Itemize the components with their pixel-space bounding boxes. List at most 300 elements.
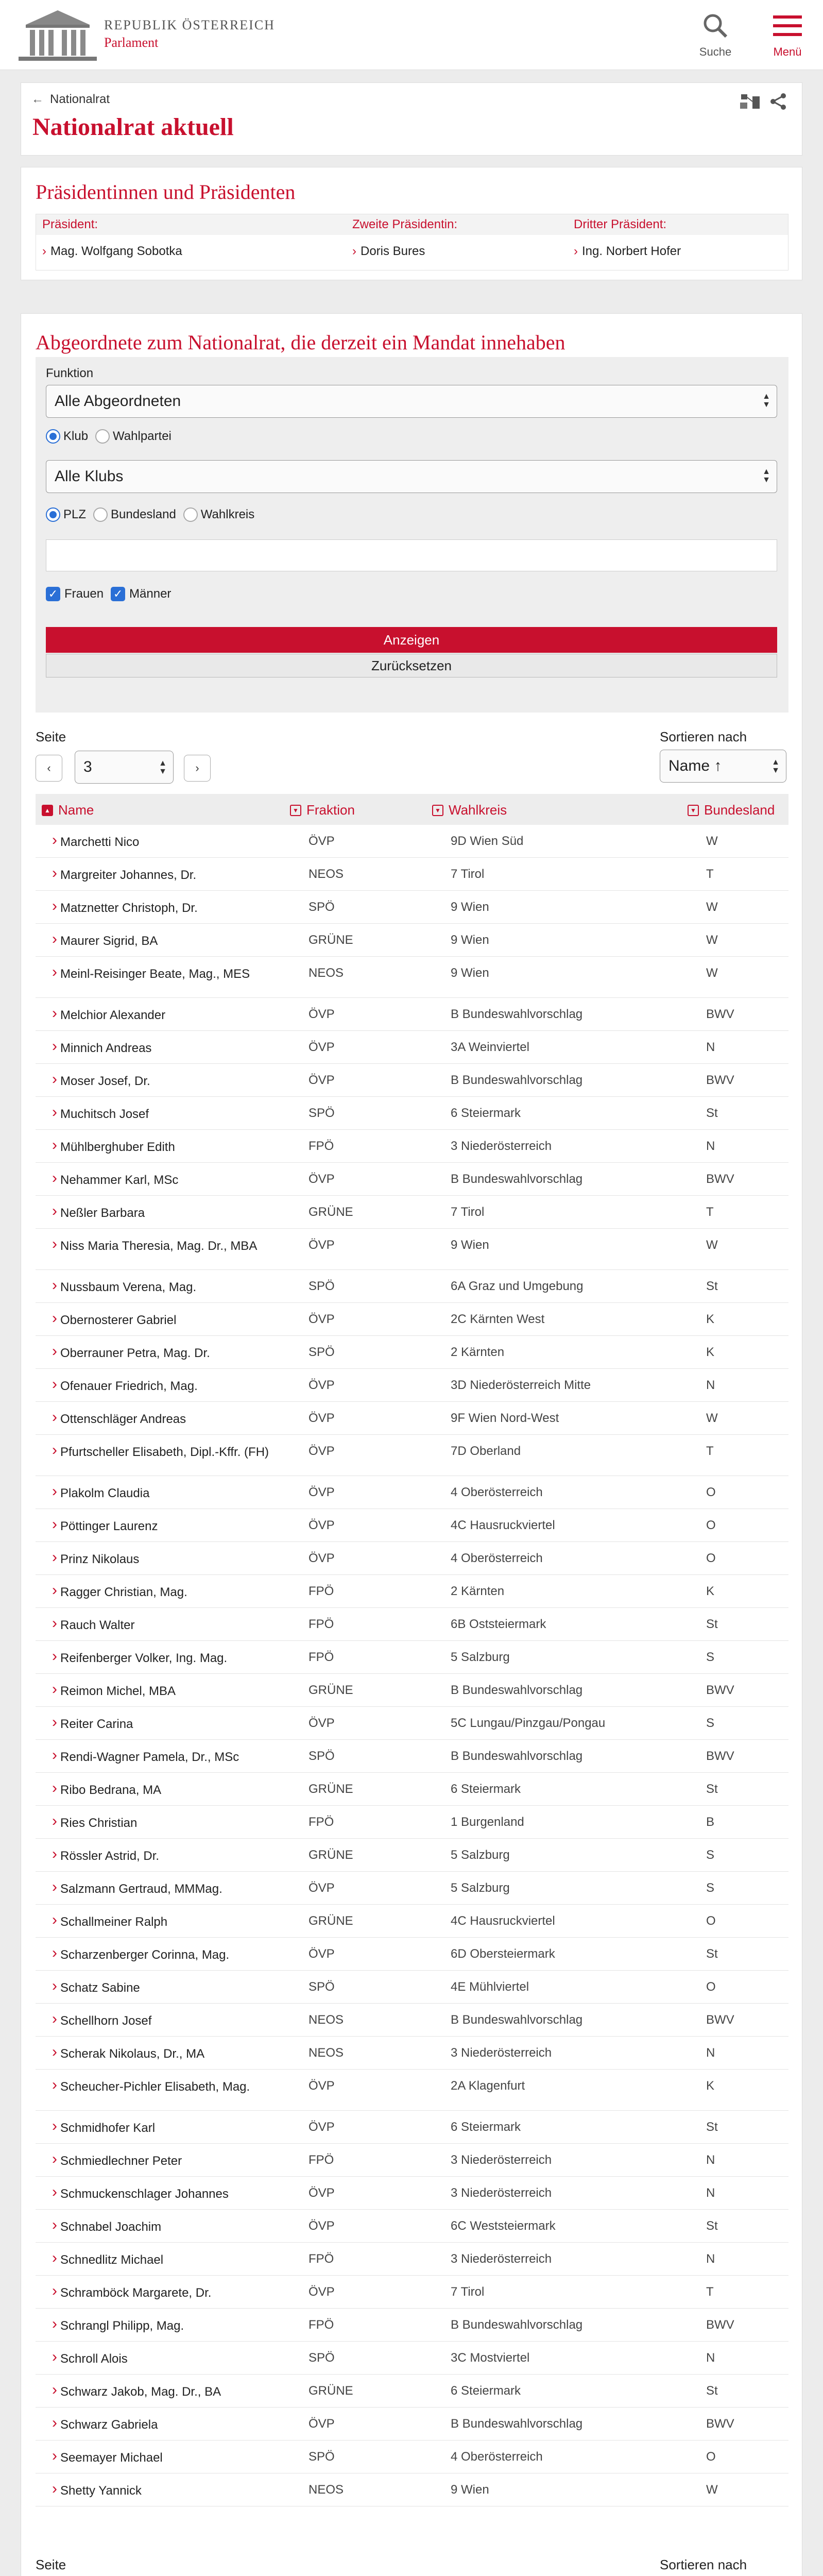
member-fraktion: SPÖ	[308, 1980, 335, 1994]
table-row[interactable]	[36, 1608, 788, 1641]
table-row[interactable]	[36, 2210, 788, 2243]
table-row[interactable]	[36, 858, 788, 891]
member-name[interactable]: › Schmuckenschlager Johannes	[60, 2186, 287, 2202]
member-name[interactable]: › Ries Christian	[60, 1815, 287, 1832]
member-name[interactable]: › Schmiedlechner Peter	[60, 2153, 287, 2170]
logo-subtitle: Parlament	[104, 35, 159, 50]
member-wahlkreis: 3A Weinviertel	[451, 1040, 529, 1054]
member-name[interactable]: › Mühlberghuber Edith	[60, 1139, 287, 1156]
member-wahlkreis: 6 Steiermark	[451, 2384, 521, 2398]
member-fraktion: ÖVP	[308, 834, 335, 848]
funktion-label: Funktion	[46, 366, 94, 380]
table-row[interactable]	[36, 1303, 788, 1336]
member-bundesland: BWV	[706, 2013, 734, 2027]
header-wahlkreis: Wahlkreis	[449, 802, 507, 818]
member-bundesland: BWV	[706, 2318, 734, 2332]
member-fraktion: FPÖ	[308, 2252, 334, 2266]
page-label: Seite	[36, 729, 66, 744]
member-bundesland: St	[706, 1279, 718, 1293]
president-link[interactable]: › Mag. Wolfgang Sobotka	[42, 244, 182, 258]
select-arrows-icon: ▲ ▼	[762, 467, 770, 484]
table-row[interactable]	[36, 1509, 788, 1542]
member-fraktion: SPÖ	[308, 1749, 335, 1763]
klub-select-value: Alle Klubs	[55, 468, 124, 485]
member-name[interactable]: › Schallmeiner Ralph	[60, 1914, 287, 1930]
table-row[interactable]	[36, 825, 788, 858]
member-wahlkreis: 3 Niederösterreich	[451, 2153, 552, 2167]
member-bundesland: N	[706, 1040, 715, 1054]
member-fraktion: GRÜNE	[308, 2384, 353, 2398]
member-bundesland: St	[706, 2219, 718, 2233]
table-row[interactable]	[36, 1707, 788, 1740]
wahlpartei-radio[interactable]: Wahlpartei	[95, 429, 172, 444]
filter-panel	[36, 357, 788, 713]
member-fraktion: ÖVP	[308, 1947, 335, 1961]
member-name[interactable]: › Minnich Andreas	[60, 1040, 287, 1057]
table-row[interactable]	[36, 1435, 788, 1476]
frauen-checkbox[interactable]: ✓	[46, 587, 60, 601]
header-bundesland: Bundesland	[704, 802, 775, 818]
member-wahlkreis: 1 Burgenland	[451, 1815, 524, 1829]
site-header	[0, 0, 823, 70]
table-row[interactable]	[36, 1872, 788, 1905]
page-label-bottom: Seite	[36, 2557, 66, 2572]
parliament-building-icon	[19, 7, 97, 61]
member-wahlkreis: 4 Oberösterreich	[451, 1551, 543, 1565]
logo-title: REPUBLIK ÖSTERREICH	[104, 18, 275, 32]
member-bundesland: BWV	[706, 1172, 734, 1186]
table-row[interactable]	[36, 1402, 788, 1435]
member-bundesland: T	[706, 867, 714, 881]
member-fraktion: NEOS	[308, 2046, 344, 2060]
member-bundesland: BWV	[706, 2417, 734, 2431]
member-bundesland: O	[706, 1914, 716, 1928]
member-fraktion: SPÖ	[308, 900, 335, 914]
next-page-button[interactable]	[184, 755, 211, 782]
member-name[interactable]: › Scherak Nikolaus, Dr., MA	[60, 2046, 287, 2062]
table-row[interactable]	[36, 1229, 788, 1270]
anzeigen-button[interactable]: Anzeigen	[46, 627, 777, 653]
region-radio-group	[46, 507, 262, 522]
member-name[interactable]: › Marchetti Nico	[60, 834, 287, 851]
member-fraktion: ÖVP	[308, 1040, 335, 1054]
member-name[interactable]: › Reifenberger Volker, Ing. Mag.	[60, 1650, 287, 1667]
sort-icon: ▼	[688, 805, 699, 816]
search-icon	[702, 12, 729, 39]
sort-label-bottom: Sortieren nach	[660, 2557, 747, 2572]
klub-select[interactable]	[46, 460, 777, 493]
member-name[interactable]: › Scheucher-Pichler Elisabeth, Mag.	[60, 2079, 287, 2095]
select-arrows-icon: ▲ ▼	[771, 758, 780, 775]
member-wahlkreis: 6A Graz und Umgebung	[451, 1279, 584, 1293]
second-president-link[interactable]: › Doris Bures	[352, 244, 425, 258]
table-row[interactable]	[36, 1575, 788, 1608]
member-fraktion: SPÖ	[308, 2351, 335, 2365]
search-label: Suche	[699, 45, 732, 58]
plz-input[interactable]	[46, 539, 777, 571]
member-bundesland: O	[706, 1980, 716, 1994]
table-row[interactable]	[36, 1674, 788, 1707]
funktion-select[interactable]	[46, 385, 777, 418]
member-fraktion: ÖVP	[308, 1551, 335, 1565]
frauen-label: Frauen	[64, 587, 104, 601]
member-fraktion: ÖVP	[308, 1312, 335, 1326]
members-card	[21, 313, 802, 2576]
funktion-select-value: Alle Abgeordneten	[55, 393, 181, 410]
member-fraktion: GRÜNE	[308, 1205, 353, 1219]
table-row[interactable]	[36, 1641, 788, 1674]
table-row[interactable]	[36, 998, 788, 1031]
member-bundesland: N	[706, 1378, 715, 1392]
table-row[interactable]	[36, 2243, 788, 2276]
member-fraktion: ÖVP	[308, 2417, 335, 2431]
member-name[interactable]: › Pöttinger Laurenz	[60, 1518, 287, 1535]
plz-radio[interactable]: PLZ	[46, 507, 86, 522]
table-row[interactable]	[36, 1839, 788, 1872]
table-row[interactable]	[36, 891, 788, 924]
back-arrow-icon: ←	[31, 92, 44, 106]
member-name[interactable]: › Schellhorn Josef	[60, 2013, 287, 2029]
table-row[interactable]	[36, 1971, 788, 2004]
member-bundesland: O	[706, 1518, 716, 1532]
prev-page-button[interactable]	[36, 755, 62, 782]
member-bundesland: S	[706, 1650, 715, 1664]
member-name[interactable]: › Maurer Sigrid, BA	[60, 933, 287, 950]
table-row[interactable]	[36, 2037, 788, 2070]
member-fraktion: ÖVP	[308, 2285, 335, 2299]
member-fraktion: FPÖ	[308, 2153, 334, 2167]
member-wahlkreis: 7D Oberland	[451, 1444, 521, 1458]
member-bundesland: T	[706, 2285, 714, 2299]
member-fraktion: ÖVP	[308, 1485, 335, 1499]
menu-button[interactable]	[764, 12, 811, 59]
member-name[interactable]: › Obernosterer Gabriel	[60, 1312, 287, 1329]
page-select[interactable]	[75, 751, 174, 784]
member-name[interactable]: › Schroll Alois	[60, 2351, 287, 2367]
table-body	[36, 825, 788, 2506]
member-wahlkreis: 2A Klagenfurt	[451, 2079, 525, 2093]
third-president-link[interactable]: › Ing. Norbert Hofer	[574, 244, 681, 258]
sort-label: Sortieren nach	[660, 729, 747, 744]
member-fraktion: SPÖ	[308, 1106, 335, 1120]
hamburger-menu-icon	[772, 12, 803, 39]
member-bundesland: W	[706, 1411, 718, 1425]
member-fraktion: ÖVP	[308, 1378, 335, 1392]
wahlkreis-radio[interactable]: Wahlkreis	[183, 507, 254, 522]
member-name[interactable]: › Salzmann Gertraud, MMMag.	[60, 1881, 287, 1897]
table-row[interactable]	[36, 1196, 788, 1229]
table-row[interactable]	[36, 957, 788, 998]
table-row[interactable]	[36, 1542, 788, 1575]
member-bundesland: T	[706, 1205, 714, 1219]
member-wahlkreis: B Bundeswahlvorschlag	[451, 1683, 583, 1697]
member-wahlkreis: 7 Tirol	[451, 867, 485, 881]
table-row[interactable]	[36, 2276, 788, 2309]
chevron-left-icon: ‹	[47, 761, 51, 774]
breadcrumb-link[interactable]: Nationalrat	[50, 92, 110, 106]
member-wahlkreis: 4C Hausruckviertel	[451, 1914, 555, 1928]
member-name[interactable]: › Oberrauner Petra, Mag. Dr.	[60, 1345, 287, 1362]
member-name[interactable]: › Schwarz Gabriela	[60, 2417, 287, 2433]
member-wahlkreis: 6D Obersteiermark	[451, 1947, 555, 1961]
table-row[interactable]	[36, 1905, 788, 1938]
member-wahlkreis: 3 Niederösterreich	[451, 2046, 552, 2060]
member-bundesland: St	[706, 2120, 718, 2134]
table-row[interactable]	[36, 1773, 788, 1806]
member-wahlkreis: 9F Wien Nord-West	[451, 1411, 559, 1425]
page-select-value: 3	[83, 758, 92, 775]
presidents-table	[36, 214, 788, 270]
maenner-checkbox[interactable]: ✓	[111, 587, 125, 601]
member-wahlkreis: 6 Steiermark	[451, 2120, 521, 2134]
member-wahlkreis: B Bundeswahlvorschlag	[451, 1073, 583, 1087]
table-row[interactable]	[36, 1031, 788, 1064]
member-name[interactable]: › Neßler Barbara	[60, 1205, 287, 1222]
member-fraktion: ÖVP	[308, 2219, 335, 2233]
table-header	[36, 794, 788, 825]
member-fraktion: ÖVP	[308, 2120, 335, 2134]
table-row[interactable]	[36, 2473, 788, 2506]
member-fraktion: NEOS	[308, 2483, 344, 2497]
sort-wahlkreis[interactable]	[432, 802, 507, 818]
member-bundesland: W	[706, 834, 718, 848]
member-wahlkreis: B Bundeswahlvorschlag	[451, 2318, 583, 2332]
member-name[interactable]: › Schnabel Joachim	[60, 2219, 287, 2235]
member-fraktion: FPÖ	[308, 2318, 334, 2332]
member-wahlkreis: B Bundeswahlvorschlag	[451, 1007, 583, 1021]
member-bundesland: N	[706, 1139, 715, 1153]
member-name[interactable]: › Ribo Bedrana, MA	[60, 1782, 287, 1799]
member-bundesland: W	[706, 966, 718, 980]
member-wahlkreis: 3 Niederösterreich	[451, 1139, 552, 1153]
members-heading: Abgeordnete zum Nationalrat, die derzeit ein Mandat innehaben	[36, 331, 565, 354]
sort-name[interactable]	[42, 802, 94, 818]
member-name[interactable]: › Ottenschläger Andreas	[60, 1411, 287, 1428]
member-bundesland: S	[706, 1881, 715, 1895]
table-row[interactable]	[36, 1806, 788, 1839]
table-row[interactable]	[36, 1163, 788, 1196]
parliament-logo[interactable]	[19, 7, 275, 61]
member-fraktion: ÖVP	[308, 1716, 335, 1730]
second-president-label: Zweite Präsidentin:	[352, 217, 458, 231]
table-row[interactable]	[36, 1369, 788, 1402]
member-name[interactable]: › Niss Maria Theresia, Mag. Dr., MBA	[60, 1238, 287, 1255]
member-fraktion: ÖVP	[308, 1518, 335, 1532]
member-wahlkreis: B Bundeswahlvorschlag	[451, 2013, 583, 2027]
member-wahlkreis: 3 Niederösterreich	[451, 2186, 552, 2200]
table-row[interactable]	[36, 2441, 788, 2473]
member-fraktion: ÖVP	[308, 1411, 335, 1425]
member-name[interactable]: › Moser Josef, Dr.	[60, 1073, 287, 1090]
sort-select[interactable]	[660, 750, 786, 783]
sort-select-value: Name ↑	[668, 757, 722, 774]
member-bundesland: BWV	[706, 1007, 734, 1021]
member-bundesland: St	[706, 1947, 718, 1961]
member-fraktion: FPÖ	[308, 1617, 334, 1631]
member-fraktion: ÖVP	[308, 1073, 335, 1087]
table-row[interactable]	[36, 2408, 788, 2441]
table-row[interactable]	[36, 2375, 788, 2408]
member-name[interactable]: › Pfurtscheller Elisabeth, Dipl.-Kffr. (FH)	[60, 1444, 287, 1461]
member-wahlkreis: 5 Salzburg	[451, 1881, 510, 1895]
member-wahlkreis: B Bundeswahlvorschlag	[451, 1749, 583, 1763]
member-bundesland: W	[706, 933, 718, 947]
bundesland-radio[interactable]: Bundesland	[93, 507, 176, 522]
third-president-name: Ing. Norbert Hofer	[582, 244, 681, 258]
member-name[interactable]: › Ofenauer Friedrich, Mag.	[60, 1378, 287, 1395]
member-name[interactable]: › Schmidhofer Karl	[60, 2120, 287, 2137]
member-fraktion: SPÖ	[308, 2450, 335, 2464]
member-fraktion: NEOS	[308, 966, 344, 980]
sort-fraktion[interactable]	[290, 802, 355, 818]
member-name[interactable]: › Matznetter Christoph, Dr.	[60, 900, 287, 917]
member-bundesland: O	[706, 1551, 716, 1565]
member-fraktion: ÖVP	[308, 1881, 335, 1895]
member-name[interactable]: › Rauch Walter	[60, 1617, 287, 1634]
member-bundesland: N	[706, 2351, 715, 2365]
member-name[interactable]: › Seemayer Michael	[60, 2450, 287, 2466]
table-row[interactable]	[36, 1064, 788, 1097]
sitemap-icon[interactable]	[739, 92, 762, 111]
member-wahlkreis: B Bundeswahlvorschlag	[451, 1172, 583, 1186]
member-name[interactable]: › Nehammer Karl, MSc	[60, 1172, 287, 1189]
member-wahlkreis: 4 Oberösterreich	[451, 2450, 543, 2464]
member-fraktion: FPÖ	[308, 1650, 334, 1664]
sort-icon: ▼	[432, 805, 443, 816]
member-fraktion: GRÜNE	[308, 1782, 353, 1796]
presidents-card	[21, 167, 802, 280]
member-fraktion: SPÖ	[308, 1279, 335, 1293]
member-name[interactable]: › Schrangl Philipp, Mag.	[60, 2318, 287, 2334]
member-bundesland: W	[706, 2483, 718, 2497]
member-bundesland: St	[706, 1782, 718, 1796]
member-name[interactable]: › Ragger Christian, Mag.	[60, 1584, 287, 1601]
table-row[interactable]	[36, 2309, 788, 2342]
member-name[interactable]: › Melchior Alexander	[60, 1007, 287, 1024]
member-wahlkreis: 6B Oststeiermark	[451, 1617, 546, 1631]
sort-bundesland[interactable]	[688, 802, 775, 818]
member-wahlkreis: 9 Wien	[451, 933, 489, 947]
member-wahlkreis: 3D Niederösterreich Mitte	[451, 1378, 591, 1392]
header-name: Name	[58, 802, 94, 818]
members-table	[36, 794, 788, 2506]
table-row[interactable]	[36, 2342, 788, 2375]
table-row[interactable]	[36, 2070, 788, 2111]
member-name[interactable]: › Schatz Sabine	[60, 1980, 287, 1996]
table-row[interactable]	[36, 2004, 788, 2037]
table-row[interactable]	[36, 1097, 788, 1130]
member-bundesland: N	[706, 2186, 715, 2200]
share-icon[interactable]	[769, 92, 787, 111]
member-fraktion: GRÜNE	[308, 1683, 353, 1697]
member-name[interactable]: › Muchitsch Josef	[60, 1106, 287, 1123]
select-arrows-icon: ▲ ▼	[159, 759, 167, 776]
member-bundesland: O	[706, 2450, 716, 2464]
member-bundesland: St	[706, 2384, 718, 2398]
member-fraktion: ÖVP	[308, 1238, 335, 1252]
member-name[interactable]: › Schwarz Jakob, Mag. Dr., BA	[60, 2384, 287, 2400]
member-bundesland: BWV	[706, 1749, 734, 1763]
member-fraktion: SPÖ	[308, 1345, 335, 1359]
table-row[interactable]	[36, 1336, 788, 1369]
klub-radio[interactable]: Klub	[46, 429, 88, 444]
member-name[interactable]: › Schnedlitz Michael	[60, 2252, 287, 2268]
member-wahlkreis: B Bundeswahlvorschlag	[451, 2417, 583, 2431]
member-name[interactable]: › Nussbaum Verena, Mag.	[60, 1279, 287, 1296]
table-row[interactable]	[36, 1938, 788, 1971]
member-name[interactable]: › Prinz Nikolaus	[60, 1551, 287, 1568]
table-row[interactable]	[36, 1130, 788, 1163]
chevron-right-icon: ›	[195, 761, 199, 774]
member-wahlkreis: 6 Steiermark	[451, 1106, 521, 1120]
klub-radio-group	[46, 429, 179, 444]
zuruecksetzen-button[interactable]: Zurücksetzen	[46, 654, 777, 677]
member-wahlkreis: 2C Kärnten West	[451, 1312, 545, 1326]
member-name[interactable]: › Margreiter Johannes, Dr.	[60, 867, 287, 884]
member-name[interactable]: › Meinl-Reisinger Beate, Mag., MES	[60, 966, 287, 982]
member-wahlkreis: 3 Niederösterreich	[451, 2252, 552, 2266]
member-bundesland: K	[706, 2079, 715, 2093]
table-row[interactable]	[36, 2144, 788, 2177]
member-wahlkreis: 5 Salzburg	[451, 1848, 510, 1862]
member-bundesland: W	[706, 1238, 718, 1252]
member-wahlkreis: 2 Kärnten	[451, 1345, 505, 1359]
member-bundesland: K	[706, 1312, 715, 1326]
member-name[interactable]: › Shetty Yannick	[60, 2483, 287, 2499]
member-bundesland: S	[706, 1716, 715, 1730]
member-fraktion: ÖVP	[308, 1172, 335, 1186]
member-bundesland: W	[706, 900, 718, 914]
member-name[interactable]: › Scharzenberger Corinna, Mag.	[60, 1947, 287, 1963]
member-bundesland: K	[706, 1584, 715, 1598]
member-wahlkreis: 4C Hausruckviertel	[451, 1518, 555, 1532]
sort-icon: ▼	[290, 805, 301, 816]
table-row[interactable]	[36, 2177, 788, 2210]
member-bundesland: O	[706, 1485, 716, 1499]
member-fraktion: FPÖ	[308, 1815, 334, 1829]
member-name[interactable]: › Rössler Astrid, Dr.	[60, 1848, 287, 1865]
breadcrumb[interactable]	[31, 92, 110, 107]
member-fraktion: GRÜNE	[308, 1914, 353, 1928]
table-row[interactable]	[36, 1740, 788, 1773]
member-bundesland: T	[706, 1444, 714, 1458]
member-fraktion: ÖVP	[308, 2186, 335, 2200]
member-name[interactable]: › Reiter Carina	[60, 1716, 287, 1733]
member-wahlkreis: 6 Steiermark	[451, 1782, 521, 1796]
member-wahlkreis: 6C Weststeiermark	[451, 2219, 556, 2233]
table-row[interactable]	[36, 924, 788, 957]
member-wahlkreis: 9 Wien	[451, 900, 489, 914]
search-button[interactable]	[692, 12, 739, 59]
member-bundesland: B	[706, 1815, 715, 1829]
member-wahlkreis: 9D Wien Süd	[451, 834, 524, 848]
member-bundesland: N	[706, 2252, 715, 2266]
member-name[interactable]: › Plakolm Claudia	[60, 1485, 287, 1502]
member-wahlkreis: 9 Wien	[451, 1238, 489, 1252]
member-bundesland: N	[706, 2153, 715, 2167]
table-row[interactable]	[36, 1476, 788, 1509]
table-row[interactable]	[36, 1270, 788, 1303]
president-name: Mag. Wolfgang Sobotka	[50, 244, 182, 258]
member-name[interactable]: › Rendi-Wagner Pamela, Dr., MSc	[60, 1749, 287, 1766]
member-fraktion: FPÖ	[308, 1139, 334, 1153]
member-bundesland: BWV	[706, 1683, 734, 1697]
member-wahlkreis: 5C Lungau/Pinzgau/Pongau	[451, 1716, 606, 1730]
table-row[interactable]	[36, 2111, 788, 2144]
member-name[interactable]: › Schramböck Margarete, Dr.	[60, 2285, 287, 2301]
member-name[interactable]: › Reimon Michel, MBA	[60, 1683, 287, 1700]
member-wahlkreis: 9 Wien	[451, 966, 489, 980]
